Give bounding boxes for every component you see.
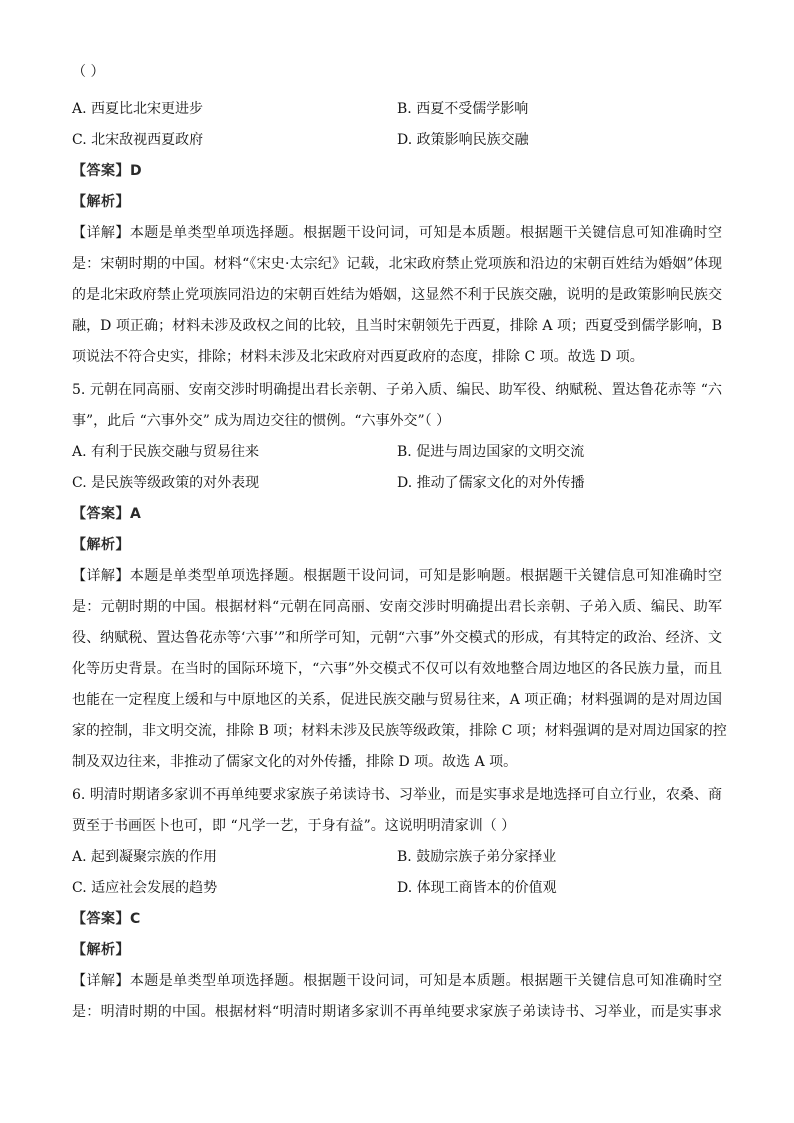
q5-detail-line: 制及双边往来，非推动了儒家文化的对外传播，排除 D 项。故选 A 项。 — [72, 754, 518, 770]
q6-stem-line: 6. 明清时期诸多家训不再单纯要求家族子弟读诗书、习举业，而是实事求是地选择可自立行业，农桑、商 — [72, 787, 722, 803]
q4-analysis-tag: 【解析】 — [72, 194, 130, 210]
q5-option-b: B. 促进与周边国家的文明交流 — [397, 444, 585, 460]
q5-option-c: C. 是民族等级政策的对外表现 — [72, 475, 260, 491]
q4-detail-line: 是：宋朝时期的中国。材料“《宋史·太宗纪》记载，北宋政府禁止党项族和沿边的宋朝百姓结为婚姻”体现 — [72, 256, 722, 272]
q5-stem-line: 5. 元朝在同高丽、安南交涉时明确提出君长亲朝、子弟入质、编民、助军役、纳赋税、置达鲁花赤等 “六 — [72, 382, 722, 398]
q4-detail-line: 【详解】本题是单类型单项选择题。根据题干设问词，可知是本质题。根据题干关键信息可知准确时空 — [72, 225, 722, 241]
q5-option-a: A. 有利于民族交融与贸易往来 — [72, 444, 260, 460]
q5-analysis-tag: 【解析】 — [72, 537, 130, 553]
q4-paren: （ ） — [72, 64, 105, 80]
q5-detail-line: 【详解】本题是单类型单项选择题。根据题干设问词，可知是影响题。根据题干关键信息可知准确时空 — [72, 568, 722, 584]
q5-detail-line: 也能在一定程度上缓和与中原地区的关系，促进民族交融与贸易往来，A 项正确；材料强调的是对周边国 — [72, 692, 722, 708]
q5-option-d: D. 推动了儒家文化的对外传播 — [397, 475, 585, 491]
q4-option-d: D. 政策影响民族交融 — [397, 132, 529, 148]
q6-detail-line: 【详解】本题是单类型单项选择题。根据题干设问词，可知是本质题。根据题干关键信息可知准确时空 — [72, 973, 722, 989]
q5-detail-line: 化等历史背景。在当时的国际环境下，“六事”外交模式不仅可以有效地整合周边地区的各民族力量，而且 — [72, 661, 722, 677]
q5-answer: 【答案】A — [72, 506, 142, 522]
q4-option-b: B. 西夏不受儒学影响 — [397, 101, 529, 117]
q6-answer: 【答案】C — [72, 911, 141, 927]
q6-option-a: A. 起到凝聚宗族的作用 — [72, 849, 218, 865]
q4-answer: 【答案】D — [72, 163, 143, 179]
q5-detail-line: 是：元朝时期的中国。根据材料“元朝在同高丽、安南交涉时明确提出君长亲朝、子弟入质、编民、助军 — [72, 599, 722, 615]
q6-option-d: D. 体现工商皆本的价值观 — [397, 880, 557, 896]
q5-stem-line: 事”，此后 “六事外交” 成为周边交往的惯例。“六事外交”（ ） — [72, 413, 451, 429]
q6-detail-line: 是：明清时期的中国。根据材料“明清时期诸多家训不再单纯要求家族子弟读诗书、习举业，而是实事求 — [72, 1004, 722, 1020]
q4-detail-line: 项说法不符合史实，排除；材料未涉及北宋政府对西夏政府的态度，排除 C 项。故选 D 项。 — [72, 349, 644, 365]
q4-detail-line: 融，D 项正确；材料未涉及政权之间的比较，且当时宋朝领先于西夏，排除 A 项；西夏受到儒学影响，B — [72, 318, 722, 334]
q4-option-a: A. 西夏比北宋更进步 — [72, 101, 204, 117]
q6-stem-line: 贾至于书画医卜也可，即 “凡学一艺，于身有益”。这说明明清家训（ ） — [72, 818, 516, 834]
q5-detail-line: 役、纳赋税、置达鲁花赤等‘六事’”和所学可知，元朝“六事”外交模式的形成，有其特定的政治、经济、文 — [72, 630, 722, 646]
q6-option-b: B. 鼓励宗族子弟分家择业 — [397, 849, 557, 865]
q6-analysis-tag: 【解析】 — [72, 942, 130, 958]
q4-detail-line: 的是北宋政府禁止党项族同沿边的宋朝百姓结为婚姻，这显然不利于民族交融，说明的是政策影响民族交 — [72, 287, 722, 303]
q5-detail-line: 家的控制，非文明交流，排除 B 项；材料未涉及民族等级政策，排除 C 项；材料强调的是对周边国家的控 — [72, 723, 727, 739]
q4-option-c: C. 北宋敌视西夏政府 — [72, 132, 204, 148]
q6-option-c: C. 适应社会发展的趋势 — [72, 880, 218, 896]
